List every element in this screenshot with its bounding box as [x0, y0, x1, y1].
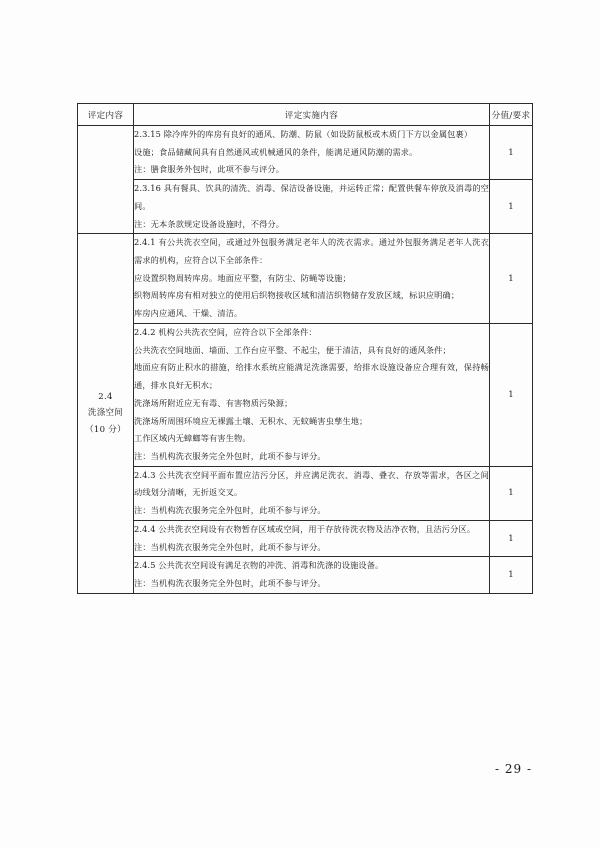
- clause-line: 织物周转库房有相对独立的使用后织物接收区域和清洁织物储存发放区域，标识应明确；: [134, 290, 460, 301]
- clause-line: 2.3.15 除冷库外的库房有良好的通风、防潮、防鼠（如设防鼠板或木质门下方以金属包裹）: [134, 129, 473, 139]
- clause-line: 地面应有防止积水的措施，给排水系统应能满足洗涤需要，给排水设施设备应合理有效，保持畅通，排水良好无积水；: [134, 362, 489, 391]
- table-row: [78, 557, 533, 593]
- category-cell-laundry: [78, 234, 134, 593]
- clause-note: 注：当机构洗衣服务完全外包时，此项不参与评分。: [134, 577, 326, 588]
- clause-line: 2.4.4 公共洗衣空间设有衣物暂存区域或空间，用于存放待洗衣物及洁净衣物，且洁污分区。: [134, 523, 476, 534]
- evaluation-table: [77, 103, 533, 594]
- column-header-category: 评定内容: [78, 104, 134, 126]
- clause-line: 洗涤场所周围环境应无裸露土壤、无积水、无蚊蝇害虫孳生地；: [134, 415, 368, 426]
- clause-note: 注：当机构洗衣服务完全外包时，此项不参与评分。: [134, 505, 326, 516]
- score-cell: 1: [490, 126, 533, 180]
- content-cell: [134, 234, 490, 324]
- table-row: [78, 466, 533, 520]
- content-cell: [134, 180, 490, 234]
- clause-line: 工作区域内无蟑螂等有害生物。: [134, 433, 251, 444]
- clause-line: 公共洗衣空间地面、墙面、工作台应平整、不起尘，便于清洁，具有良好的通风条件；: [134, 344, 451, 355]
- table-row: [78, 323, 533, 466]
- category-code: 2.4: [98, 391, 113, 402]
- category-name: 洗涤空间: [87, 408, 124, 419]
- clause-note: 注：膳食服务外包时，此项不参与评分。: [134, 164, 285, 175]
- category-points: （10 分）: [85, 424, 126, 435]
- table-row: [78, 180, 533, 234]
- score-cell: 1: [490, 520, 533, 556]
- clause-line: 设施；食品储藏间具有自然通风或机械通风的条件，能满足通风防潮的需求。: [134, 146, 418, 157]
- score-cell: 1: [490, 180, 533, 234]
- clause-line: 洗涤场所附近应无有毒、有害物质污染源；: [134, 397, 293, 408]
- clause-line: 2.4.5 公共洗衣空间设有满足衣物的冲洗、消毒和洗涤的设施设备。: [134, 560, 384, 571]
- clause-note: 注：当机构洗衣服务完全外包时，此项不参与评分。: [134, 541, 326, 552]
- category-cell-empty: [78, 126, 134, 234]
- column-header-score: 分值/要求: [490, 104, 533, 126]
- clause-line: 应设置织物周转库房。地面应平整，有防尘、防蝇等设施；: [134, 272, 351, 283]
- score-cell: 1: [490, 323, 533, 466]
- score-cell: 1: [490, 557, 533, 593]
- content-cell: [134, 126, 490, 180]
- table-header-row: [78, 104, 533, 126]
- score-cell: 1: [490, 466, 533, 520]
- column-header-content: 评定实施内容: [134, 104, 490, 126]
- table-row: [78, 126, 533, 180]
- content-cell: [134, 557, 490, 593]
- clause-line: 库房内应通风、干燥、清洁。: [134, 308, 243, 319]
- clause-line: 2.3.16 具有餐具、饮具的清洗、消毒、保洁设备设施，并运转正常；配置供餐车停放及消毒的空间。: [134, 183, 489, 211]
- score-cell: 1: [490, 234, 533, 324]
- content-cell: [134, 520, 490, 556]
- table-body: [78, 126, 533, 594]
- content-cell: [134, 466, 490, 520]
- clause-line: 2.4.1 有公共洗衣空间，或通过外包服务满足老年人的洗衣需求。通过外包服务满足老年人洗衣需求的机构，应符合以下全部条件：: [134, 237, 489, 266]
- content-cell: [134, 323, 490, 466]
- clause-note: 注：无本条款规定设备设施时，不得分。: [134, 218, 285, 229]
- page-number: - 29 -: [494, 762, 532, 776]
- table-row: [78, 520, 533, 556]
- clause-line: 2.4.2 机构公共洗衣空间，应符合以下全部条件：: [134, 326, 317, 337]
- table-header: [78, 104, 533, 126]
- table-row: [78, 234, 533, 324]
- clause-note: 注：当机构洗衣服务完全外包时，此项不参与评分。: [134, 450, 326, 461]
- clause-line: 2.4.3 公共洗衣空间平面布置应洁污分区，并应满足洗衣、消毒、叠衣、存放等需求，各区之间动线划分清晰，无折返交叉。: [134, 469, 489, 498]
